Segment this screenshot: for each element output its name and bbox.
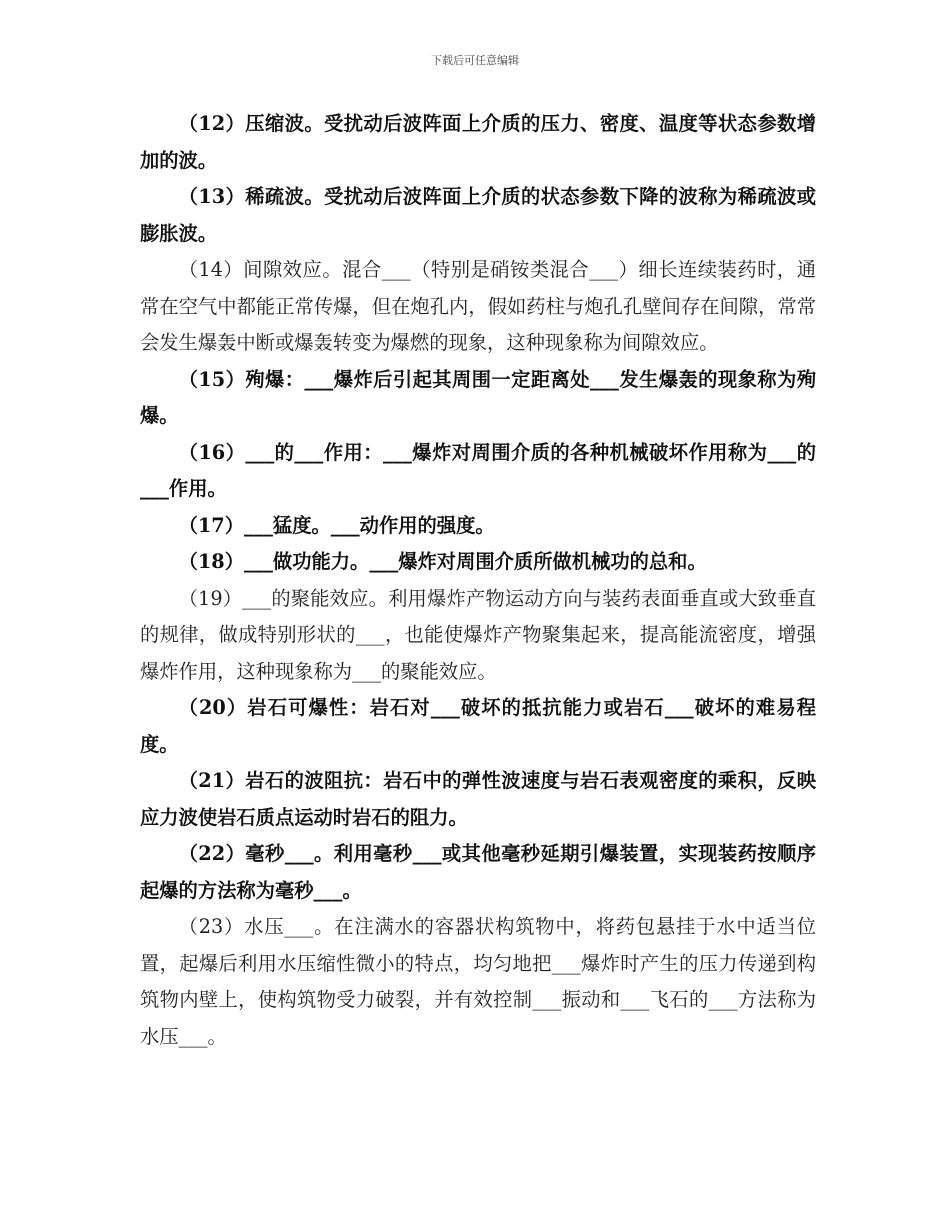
paragraph-16: （16）___的___作用：___爆炸对周围介质的各种机械破坏作用称为___的___作用。: [140, 440, 816, 500]
paragraph-18: （18）___做功能力。___爆炸对周围介质所做机械功的总和。: [178, 550, 707, 573]
paragraph-17: （17）___猛度。___动作用的强度。: [178, 513, 495, 537]
paragraph-13: （13）稀疏波。受扰动后波阵面上介质的状态参数下降的波称为稀疏波或膨胀波。: [140, 185, 816, 245]
paragraph-12: （12）压缩波。受扰动后波阵面上介质的压力、密度、温度等状态参数增加的波。: [140, 112, 816, 172]
paragraph-14: （14）间隙效应。混合___（特别是硝铵类混合___）细长连续装药时，通常在空气中都能正常传爆，但在炮孔内，假如药柱与炮孔孔壁间存在间隙，常常会发生爆轰中断或爆轰转变为爆燃的现象，这种现象称为间隙效应。: [140, 258, 816, 354]
paragraph-15: （15）殉爆：___爆炸后引起其周围一定距离处___发生爆轰的现象称为殉爆。: [140, 367, 816, 427]
paragraph-19: （19）___的聚能效应。利用爆炸产物运动方向与装药表面垂直或大致垂直的规律，做成特别形状的___，也能使爆炸产物聚集起来，提高能流密度，增强爆炸作用，这种现象称为___的聚能效应。: [140, 586, 816, 683]
paragraph-22: （22）毫秒___。利用毫秒___或其他毫秒延期引爆装置，实现装药按顺序起爆的方法称为毫秒___。: [140, 842, 816, 902]
page-header: 下载后可任意编辑: [431, 54, 519, 67]
paragraph-20: （20）岩石可爆性：岩石对___破坏的抵抗能力或岩石___破坏的难易程度。: [140, 696, 816, 756]
paragraph-21: （21）岩石的波阻抗：岩石中的弹性波速度与岩石表观密度的乘积，反映应力波使岩石质点运动时岩石的阻力。: [140, 769, 816, 829]
paragraph-23: （23）水压___。在注满水的容器状构筑物中，将药包悬挂于水中适当位置，起爆后利用水压缩性微小的特点，均匀地把___爆炸时产生的压力传递到构筑物内壁上，使构筑物受力破裂，并有效控制___振动和___飞石的___方法称为水压___。: [140, 915, 816, 1048]
document-body: [140, 106, 816, 1055]
